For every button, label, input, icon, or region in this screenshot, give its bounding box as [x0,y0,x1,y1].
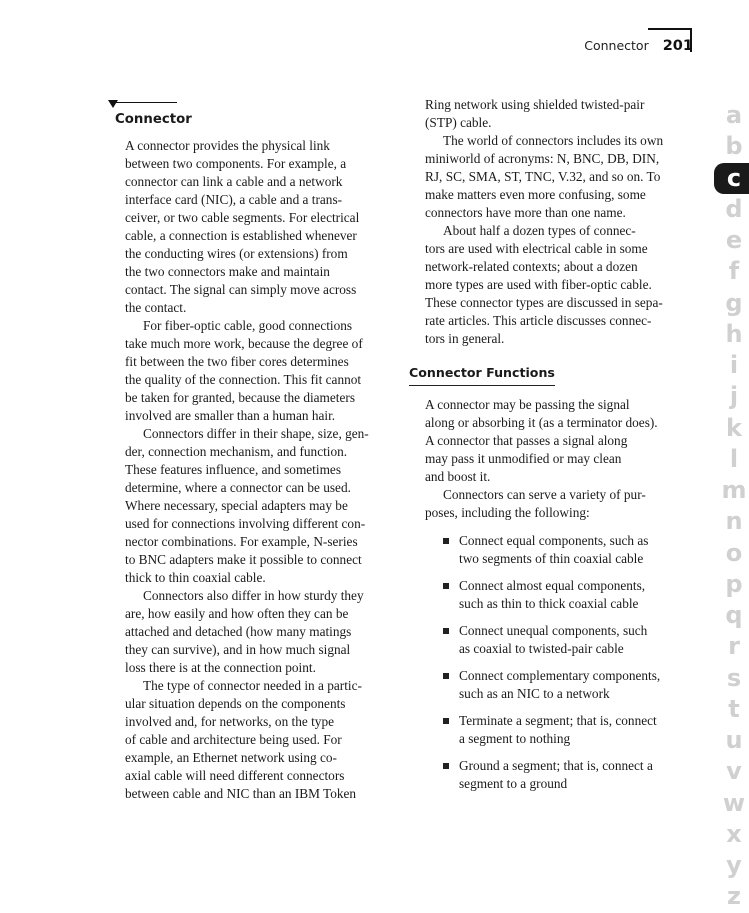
text-line: Connectors can serve a variety of pur- [443,487,646,502]
thumb-index-letter-j: j [729,382,739,411]
left-column [113,110,395,803]
text-line: the contact. [125,300,187,315]
text-line: be taken for granted, because the diameters [125,390,356,405]
text-line: of cable and architecture being used. For [125,732,342,747]
text-line: nector combinations. For example, N-series [125,534,358,549]
bullet-item [409,757,719,793]
text-line: miniworld of acronyms: N, BNC, DB, DIN, [425,151,660,166]
text-line: make matters even more confusing, some [425,187,646,202]
bullet-square-icon [443,718,449,724]
thumb-index-letter-q: q [725,601,743,629]
right-column [409,96,719,802]
right-column-body-bottom [425,396,719,522]
text-line: rate articles. This article discusses connec- [425,313,652,328]
thumb-index-letter-f: f [728,257,740,286]
thumb-index-letter-p: p [725,569,743,598]
thumb-index-letter-g: g [725,288,743,317]
bullet-item [409,667,719,703]
text-line: tors in general. [425,331,505,346]
text-line: involved and, for networks, on the type [125,714,335,729]
thumb-index-letter-n: n [725,507,743,536]
bullet-line: Connect equal components, such as [459,533,649,548]
section-heading: Connector Functions [409,364,555,386]
text-line: A connector provides the physical link [125,138,330,153]
text-line: These features influence, and sometimes [125,462,341,477]
running-head-rule [648,28,692,30]
text-line: take much more work, because the degree of [125,336,363,351]
text-line: example, an Ethernet network using co- [125,750,337,765]
text-line: the quality of the connection. This fit cannot [125,372,362,387]
text-line: network-related contexts; about a dozen [425,259,638,274]
entry-heading: Connector [115,112,192,127]
left-column-body [125,137,395,803]
text-line: axial cable will need different connectors [125,768,345,783]
text-line: contact. The signal can simply move across [125,282,357,297]
bullet-item [409,712,719,748]
bullet-line: Connect unequal components, such [459,623,648,638]
text-line: Connectors differ in their shape, size, gen- [143,426,369,441]
bullet-line: such as an NIC to a network [459,686,610,701]
bullet-line: such as thin to thick coaxial cable [459,596,639,611]
text-line: For fiber-optic cable, good connections [143,318,353,333]
text-line: ceiver, or two cable segments. For electrical [125,210,360,225]
thumb-index-letter-r: r [728,632,740,661]
thumb-index-letter-a: a [725,101,743,129]
text-line: the conducting wires (or extensions) from [125,246,348,261]
text-line: may pass it unmodified or may clean [425,451,622,466]
thumb-index-letter-s: s [726,663,742,692]
bullet-line: two segments of thin coaxial cable [459,551,644,566]
text-line: Where necessary, special adapters may be [125,498,348,513]
bullet-square-icon [443,673,449,679]
text-line: determine, where a connector can be used. [125,480,351,495]
text-line: Ring network using shielded twisted-pair [425,97,645,112]
thumb-index-letter-i: i [729,351,739,379]
bullet-item [409,532,719,568]
text-line: (STP) cable. [425,115,492,130]
text-line: along or absorbing it (as a terminator does). [425,415,658,430]
thumb-index-letter-e: e [725,226,743,254]
text-line: tors are used with electrical cable in some [425,241,648,256]
thumb-index-letter-m: m [721,476,747,504]
text-line: thick to thin coaxial cable. [125,570,266,585]
bullet-line: Connect complementary components, [459,668,661,683]
text-line: connector can link a cable and a network [125,174,343,189]
thumb-index-letter-h: h [725,319,743,348]
bullet-list [409,532,719,793]
text-line: between two components. For example, a [125,156,347,171]
text-line: more types are used with fiber-optic cable. [425,277,652,292]
text-line: About half a dozen types of connec- [443,223,636,238]
running-head-title: Connector [584,38,649,53]
entry-marker-rule [113,102,177,103]
page-number: 201 [662,38,693,54]
text-line: loss there is at the connection point. [125,660,316,675]
text-line: A connector that passes a signal along [425,433,628,448]
thumb-index-letter-t: t [728,694,740,723]
text-line: ular situation depends on the components [125,696,346,711]
thumb-index-letter-b: b [725,132,743,161]
thumb-index-letter-c: c [714,163,749,194]
thumb-index-letter-d: d [725,194,743,223]
text-line: they can survive), and in how much signal [125,642,351,657]
text-line: der, connection mechanism, and function. [125,444,348,459]
thumb-index-letter-z: z [727,882,741,911]
bullet-line: as coaxial to twisted-pair cable [459,641,624,656]
thumb-index [714,100,749,913]
bullet-square-icon [443,538,449,544]
text-line: fit between the two fiber cores determines [125,354,349,369]
text-line: and boost it. [425,469,491,484]
text-line: connectors have more than one name. [425,205,626,220]
bullet-line: Terminate a segment; that is, connect [459,713,657,728]
bullet-item [409,622,719,658]
text-line: poses, including the following: [425,505,590,520]
text-line: to BNC adapters make it possible to connect [125,552,362,567]
bullet-square-icon [443,763,449,769]
text-line: interface card (NIC), a cable and a trans- [125,192,343,207]
text-line: used for connections involving different con- [125,516,366,531]
thumb-index-letter-k: k [726,413,742,442]
thumb-index-letter-x: x [726,819,742,848]
thumb-index-letter-y: y [726,851,742,879]
text-line: are, how easily and how often they can be [125,606,349,621]
bullet-square-icon [443,628,449,634]
text-line: cable, a connection is established whenever [125,228,357,243]
text-line: attached and detached (how many matings [125,624,352,639]
thumb-index-letter-l: l [729,444,739,473]
text-line: involved are smaller than a human hair. [125,408,336,423]
thumb-index-letter-o: o [725,538,743,567]
bullet-line: a segment to nothing [459,731,571,746]
bullet-line: Connect almost equal components, [459,578,646,593]
text-line: The world of connectors includes its own [443,133,664,148]
text-line: the two connectors make and maintain [125,264,330,279]
bullet-line: Ground a segment; that is, connect a [459,758,653,773]
right-column-body-top [425,96,719,348]
thumb-index-letter-v: v [726,757,742,786]
text-line: between cable and NIC than an IBM Token [125,786,357,801]
text-line: These connector types are discussed in sepa- [425,295,663,310]
bullet-square-icon [443,583,449,589]
thumb-index-letter-w: w [722,788,746,817]
thumb-index-letter-u: u [725,726,743,754]
text-line: RJ, SC, SMA, ST, TNC, V.32, and so on. To [425,169,661,184]
running-head [584,38,693,54]
text-line: The type of connector needed in a partic- [143,678,362,693]
text-line: Connectors also differ in how sturdy they [143,588,364,603]
bullet-item [409,577,719,613]
bullet-line: segment to a ground [459,776,568,791]
text-line: A connector may be passing the signal [425,397,630,412]
